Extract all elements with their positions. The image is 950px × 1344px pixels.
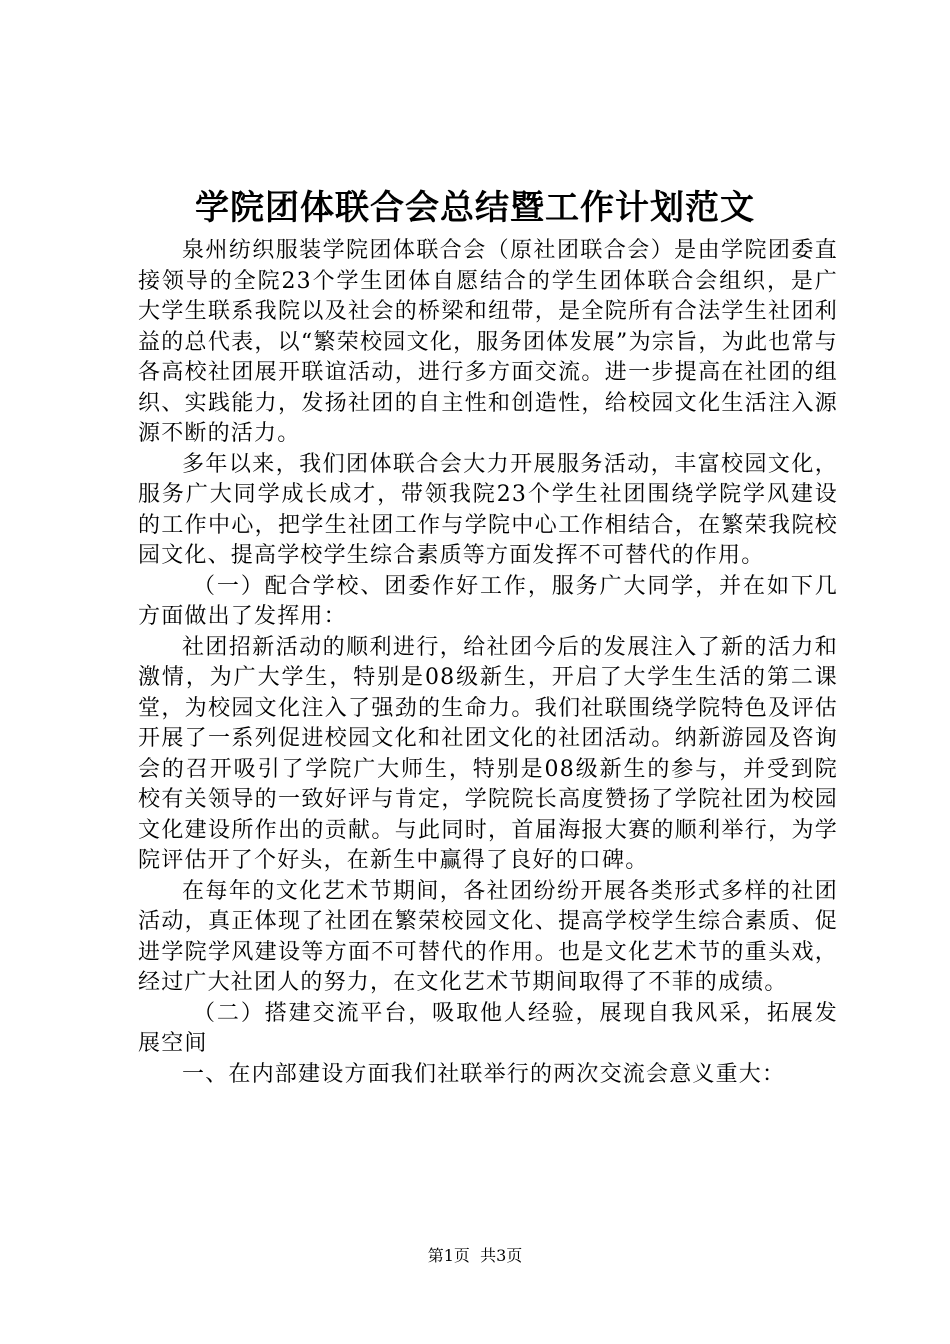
paragraph-recruitment: 社团招新活动的顺利进行，给社团今后的发展注入了新的活力和激情，为广大学生，特别是08级新生，开启了大学生生活的第二课堂，为校园文化注入了强劲的生命力。我们社联围绕学院特色及评估开展了一系列促进校园文化和社团文化的社团活动。纳新游园及咨询会的召开吸引了学院广大师生，特别是08级新生的参与，并受到院校有关领导的一致好评与肯定，学院院长高度赞扬了学院社团为校园文化建设所作出的贡献。与此同时，首届海报大赛的顺利举行，为学院评估开了个好头，在新生中赢得了良好的口碑。 bbox=[138, 634, 838, 873]
page-footer bbox=[0, 1244, 950, 1268]
document-body bbox=[138, 236, 838, 1090]
page-total: 共3页 bbox=[480, 1246, 523, 1265]
paragraph-art-festival: 在每年的文化艺术节期间，各社团纷纷开展各类形式多样的社团活动，真正体现了社团在繁荣校园文化、提高学校学生综合素质、促进学院学风建设等方面不可替代的作用。也是文化艺术节的重头戏，经过广大社团人的努力，在文化艺术节期间取得了不菲的成绩。 bbox=[138, 878, 838, 995]
section-heading-2: （二）搭建交流平台，吸取他人经验，展现自我风采，拓展发展空间 bbox=[138, 1000, 838, 1056]
paragraph-internal-building: 一、在内部建设方面我们社联举行的两次交流会意义重大： bbox=[182, 1061, 786, 1087]
document-title: 学院团体联合会总结暨工作计划范文 bbox=[195, 188, 755, 228]
page-number: 第1页 bbox=[427, 1246, 470, 1265]
section-heading-1: （一）配合学校、团委作好工作，服务广大同学，并在如下几方面做出了发挥用： bbox=[138, 573, 838, 629]
paragraph-intro: 泉州纺织服装学院团体联合会（原社团联合会）是由学院团委直接领导的全院23个学生团体自愿结合的学生团体联合会组织，是广大学生联系我院以及社会的桥梁和纽带，是全院所有合法学生社团利益的总代表，以“繁荣校园文化，服务团体发展”为宗旨，为此也常与各高校社团展开联谊活动，进行多方面交流。进一步提高在社团的组织、实践能力，发扬社团的自主性和创造性，给校园文化生活注入源源不断的活力。 bbox=[138, 238, 838, 446]
paragraph-overview: 多年以来，我们团体联合会大力开展服务活动，丰富校园文化，服务广大同学成长成才，带领我院23个学生社团围绕学院学风建设的工作中心，把学生社团工作与学院中心工作相结合，在繁荣我院校园文化、提高学校学生综合素质等方面发挥不可替代的作用。 bbox=[138, 451, 838, 568]
